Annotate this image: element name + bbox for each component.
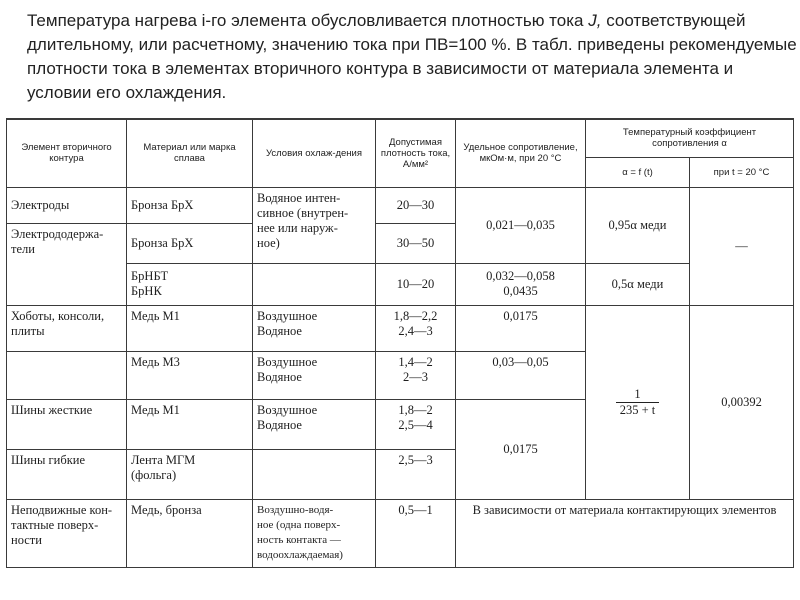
material-cell: БрНБТ БрНК: [127, 263, 253, 305]
material-cell: Медь М1: [127, 399, 253, 449]
header-resistivity: Удельное сопротивление, мкОм·м, при 20 °C: [456, 119, 586, 187]
contacts-note-cell: В зависимости от материала контактирующих элементов: [456, 499, 794, 567]
header-cooling: Условия охлаж-дения: [253, 119, 376, 187]
header-coef-function: α = f (t): [586, 157, 690, 187]
intro-text-2: соответствующей длительному, или расчетному, значению тока при ПВ=100 %. В табл. приведены рекомендуемые плотности тока в элементах вторичного контура в зависимости от материала элемента и условии его охлаждения.: [27, 11, 797, 102]
header-material: Материал или марка сплава: [127, 119, 253, 187]
density-cell: 1,8—2 2,5—4: [376, 399, 456, 449]
header-row: [7, 119, 794, 157]
density-cell: 30—50: [376, 223, 456, 263]
material-cell: Медь М1: [127, 305, 253, 351]
density-cell: 1,8—2,2 2,4—3: [376, 305, 456, 351]
formula-numerator: 1: [616, 387, 660, 403]
resistivity-cell: 0,03—0,05: [456, 351, 586, 399]
element-cell: Неподвижные кон- тактные поверх- ности: [7, 499, 127, 567]
material-cell: Медь М3: [127, 351, 253, 399]
coef-formula: [616, 387, 660, 418]
resistivity-cell: 0,0175: [456, 305, 586, 351]
coef-20-cell: 0,00392: [690, 305, 794, 499]
density-cell: 20—30: [376, 187, 456, 223]
table-row: [7, 187, 794, 223]
cooling-cell: [253, 263, 376, 305]
intro-text-1: Температура нагрева i-го элемента обусловливается плотностью тока: [27, 11, 584, 30]
material-cell: Бронза БрХ: [127, 223, 253, 263]
coef-20-cell: —: [690, 187, 794, 305]
current-density-symbol: J,: [588, 11, 602, 30]
element-cell: Электроды: [7, 187, 127, 223]
table-row: [7, 305, 794, 351]
cooling-cell: Воздушное Водяное: [253, 399, 376, 449]
current-density-table: [6, 118, 794, 568]
header-coef-20c: при t = 20 °C: [690, 157, 794, 187]
element-cell: Электрододержа- тели: [7, 223, 127, 305]
header-density: Допустимая плотность тока, А/мм²: [376, 119, 456, 187]
cooling-cell: [253, 449, 376, 499]
material-cell: Лента МГМ (фольга): [127, 449, 253, 499]
density-cell: 10—20: [376, 263, 456, 305]
density-cell: 2,5—3: [376, 449, 456, 499]
intro-paragraph: [27, 9, 797, 105]
formula-denominator: 235 + t: [619, 402, 656, 417]
element-cell: Шины жесткие: [7, 399, 127, 449]
resistivity-cell: 0,0175: [456, 399, 586, 499]
table-row: [7, 499, 794, 567]
cooling-cell: Водяное интен- сивное (внутрен- нее или наруж- ное): [253, 187, 376, 263]
resistivity-cell: 0,021—0,035: [456, 187, 586, 263]
element-cell: Хоботы, консоли, плиты: [7, 305, 127, 351]
density-cell: 0,5—1: [376, 499, 456, 567]
density-cell: 1,4—2 2—3: [376, 351, 456, 399]
coef-cell: 0,95α меди: [586, 187, 690, 263]
material-cell: Медь, бронза: [127, 499, 253, 567]
cooling-cell: Воздушно-водя- ное (одна поверх- ность контакта — водоохлаждаемая): [253, 499, 376, 567]
header-element: Элемент вторичного контура: [7, 119, 127, 187]
resistivity-cell: 0,032—0,058 0,0435: [456, 263, 586, 305]
cooling-cell: Воздушное Водяное: [253, 305, 376, 351]
coef-cell: 0,5α меди: [586, 263, 690, 305]
coef-formula-cell: [586, 305, 690, 499]
element-cell: Шины гибкие: [7, 449, 127, 499]
element-cell: [7, 351, 127, 399]
header-temp-coefficient: Температурный коэффициент сопротивления α: [586, 119, 794, 157]
material-cell: Бронза БрХ: [127, 187, 253, 223]
cooling-cell: Воздушное Водяное: [253, 351, 376, 399]
